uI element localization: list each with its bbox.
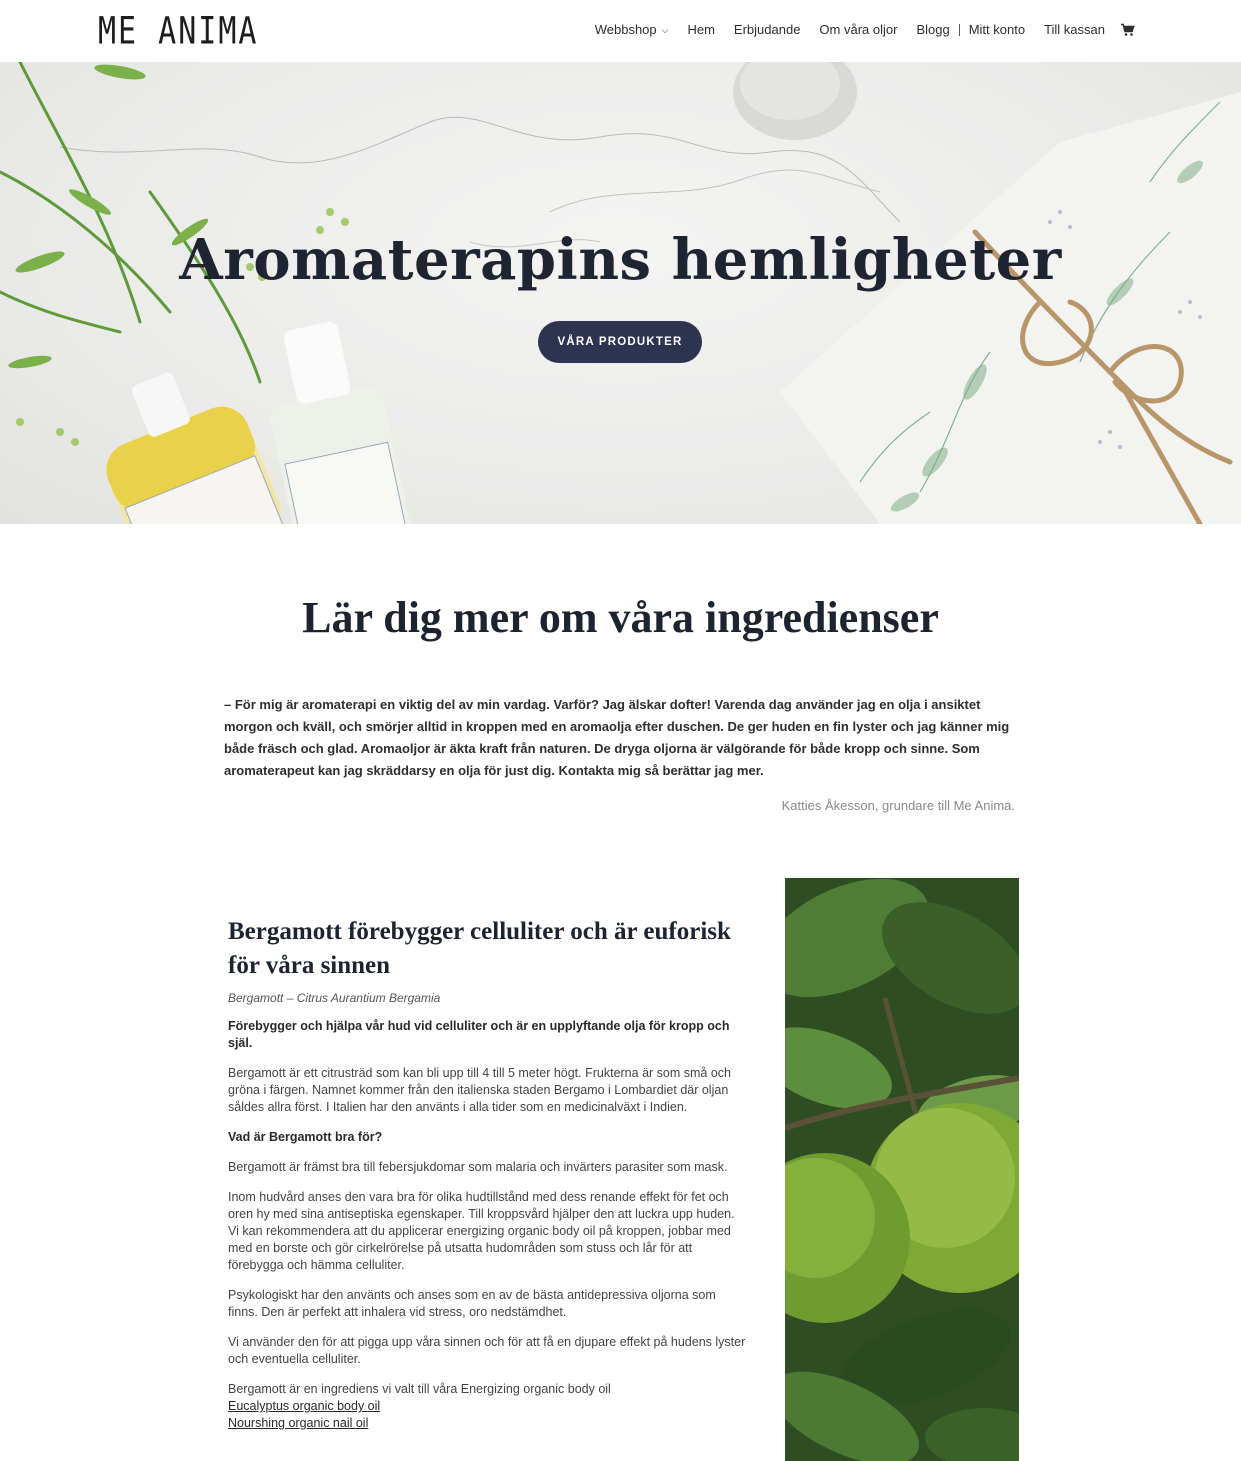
article-question: Vad är Bergamott bra för? bbox=[228, 1130, 383, 1144]
nav-om-vara-oljor[interactable]: Om våra oljor bbox=[819, 22, 898, 37]
article-paragraph: Inom hudvård anses den vara bra för olika hudtillstånd med dess renande effekt för fet och oren hy med sina antiseptiska egenskaper. Till kroppsvård hjälper den att luckra upp huden. Vi kan rekommendera att du applicerar energizing organic body oil på kroppen, jobbar med med en borste och gör cirkelrörelse på utsatta hudområden som stuss och lår för att förebygga och hämma celluliter. bbox=[228, 1190, 735, 1272]
quote-signature: Katties Åkesson, grundare till Me Anima. bbox=[781, 798, 1015, 813]
nav-hem[interactable]: Hem bbox=[687, 22, 715, 37]
article-paragraph: Bergamott är främst bra till febersjukdomar som malaria och invärters parasiter som mask. bbox=[228, 1160, 728, 1174]
nav-mitt-konto[interactable]: Mitt konto bbox=[968, 22, 1026, 37]
hero-banner bbox=[0, 62, 1241, 524]
link-eucalyptus-body-oil[interactable]: Eucalyptus organic body oil bbox=[228, 1399, 381, 1413]
nav-webbshop[interactable] bbox=[595, 22, 669, 37]
article-lead: Förebygger och hjälpa vår hud vid celluliter och är en upplyftande olja för kropp och själ. bbox=[228, 1019, 730, 1050]
article-paragraph: Vi använder den för att pigga upp våra sinnen och för att få en djupare effekt på hudens lyster och eventuella celluliter. bbox=[228, 1335, 746, 1366]
hero-background-image bbox=[0, 62, 1241, 524]
nav-erbjudande[interactable]: Erbjudande bbox=[733, 22, 801, 37]
nav-blogg[interactable]: Blogg bbox=[916, 22, 950, 37]
article-paragraph: Bergamott är ett citrusträd som kan bli upp till 4 till 5 meter högt. Frukterna är som små och gröna i färgen. Namnet kommer från den italienska staden Bergamo i Lombardiet där oljan såldes allra först. I Italien har den använts i alla tider som en medicinalväxt i Indien. bbox=[228, 1066, 731, 1114]
article-title: Bergamott förebygger celluliter och är euforisk för våra sinnen bbox=[228, 918, 731, 979]
site-header bbox=[0, 0, 1241, 62]
chevron-down-icon: ⌵ bbox=[661, 25, 669, 35]
hero-title: Aromaterapins hemligheter bbox=[179, 227, 1062, 293]
article-paragraph: Bergamott är en ingrediens vi valt till våra Energizing organic body oil bbox=[228, 1382, 611, 1396]
products-button[interactable]: VÅRA PRODUKTER bbox=[538, 321, 702, 363]
article-subtitle: Bergamott – Citrus Aurantium Bergamia bbox=[228, 991, 441, 1005]
section-title: Lär dig mer om våra ingredienser bbox=[302, 593, 939, 642]
article-paragraph: Psykologiskt har den använts och anses som en av de bästa antidepressiva oljorna som finns. Den är perfekt att inhalera vid stress, oro nedstämdhet. bbox=[228, 1288, 716, 1319]
nav-label: Webbshop bbox=[594, 22, 657, 37]
nav-divider bbox=[959, 24, 960, 36]
link-nail-oil[interactable]: Nourshing organic nail oil bbox=[228, 1416, 369, 1430]
logo[interactable]: ME ANIMA bbox=[98, 9, 259, 53]
nav-till-kassan[interactable]: Till kassan bbox=[1044, 22, 1105, 37]
ingredient-article bbox=[228, 915, 748, 1432]
founder-quote: – För mig är aromaterapi en viktig del av min vardag. Varför? Jag älskar dofter! Varenda dag använder jag en olja i ansiktet morgon och kväll, och smörjer alltid in kroppen med en aromaolja efter duschen. De ger huden en fin lyster och jag känner mig både fräsch och glad. Aromaoljor är äkta kraft från naturen. De dryga oljorna är välgörande för både kropp och sinne. Som aromaterapeut kan jag skräddarsy en olja för just dig. Kontakta mig så berättar jag mer. bbox=[224, 697, 1010, 778]
bergamot-photo bbox=[785, 878, 1019, 1461]
main-nav bbox=[595, 22, 1135, 37]
cart-icon[interactable] bbox=[1121, 23, 1135, 37]
